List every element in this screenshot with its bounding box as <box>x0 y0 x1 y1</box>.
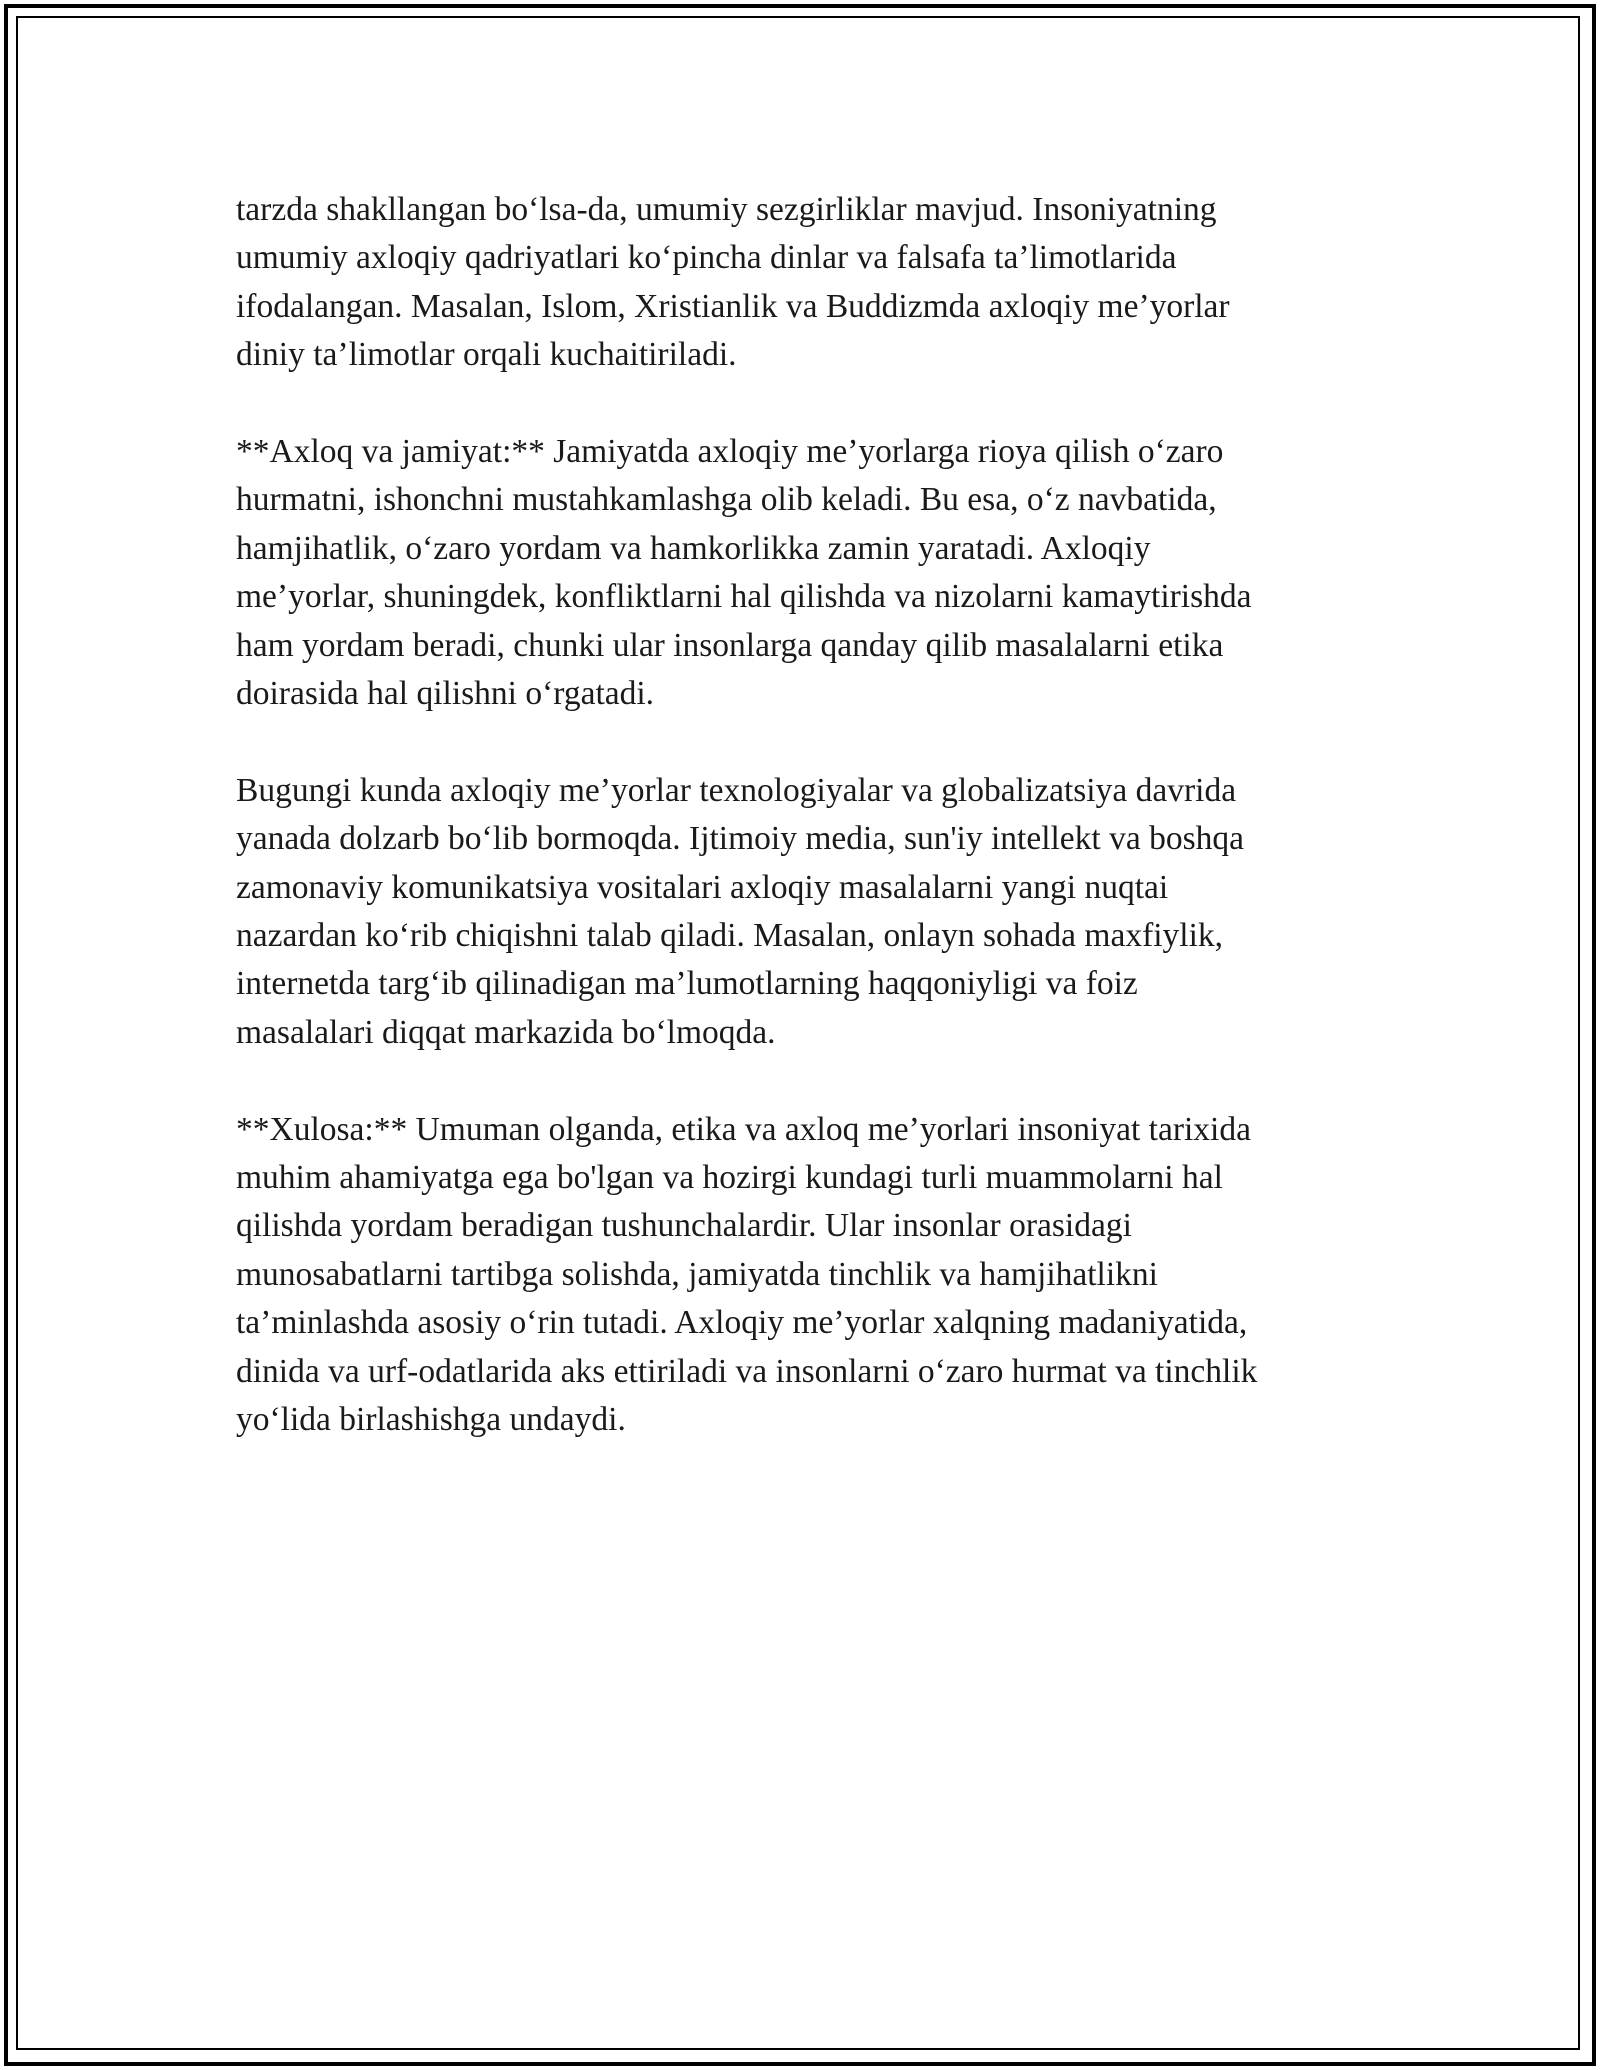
paragraph-shared-values: tarzda shakllangan bo‘lsa-da, umumiy sezgirliklar mavjud. Insoniyatning umumiy axloqiy qadriyatlari ko‘pincha dinlar va falsafa ta’limotlarida ifodalangan. Masalan, Islom, Xristianlik va Buddizmda axloqiy me’yorlar diniy ta’limotlar orqali kuchaitiriladi. <box>236 191 1230 374</box>
paragraph-conclusion: **Xulosa:** Umuman olganda, etika va axloq me’yorlari insoniyat tarixida muhim ahamiyatga ega bo'lgan va hozirgi kundagi turli muammolarni hal qilishda yordam beradigan tushunchalardir. Ular insonlar orasidagi munosabatlarni tartibga solishda, jamiyatda tinchlik va hamjihatlikni ta’minlashda asosiy o‘rin tutadi. Axloqiy me’yorlar xalqning madaniyatida, dinida va urf-odatlarida aks ettiriladi va insonlarni o‘zaro hurmat va tinchlik yo‘lida birlashishga undaydi. <box>236 1110 1258 1439</box>
paragraph-ethics-and-society: **Axloq va jamiyat:** Jamiyatda axloqiy me’yorlarga rioya qilish o‘zaro hurmatni, ishonchni mustahkamlashga olib keladi. Bu esa, o‘z navbatida, hamjihatlik, o‘zaro yordam va hamkorlikka zamin yaratadi. Axloqiy me’yorlar, shuningdek, konfliktlarni hal qilishda va nizolarni kamaytirishda ham yordam beradi, chunki ular insonlarga qanday qilib masalalarni etika doirasida hal qilishni o‘rgatadi. <box>236 433 1252 713</box>
paragraph-technology-globalization: Bugungi kunda axloqiy me’yorlar texnologiyalar va globalizatsiya davrida yanada dolzarb bo‘lib bormoqda. Ijtimoiy media, sun'iy intellekt va boshqa zamonaviy komunikatsiya vositalari axloqiy masalalarni yangi nuqtai nazardan ko‘rib chiqishni talab qiladi. Masalan, onlayn sohada maxfiylik, internetda targ‘ib qilinadigan ma’lumotlarning haqqoniyligi va foiz masalalari diqqat markazida bo‘lmoqda. <box>236 771 1245 1051</box>
document-body <box>236 186 1366 1493</box>
